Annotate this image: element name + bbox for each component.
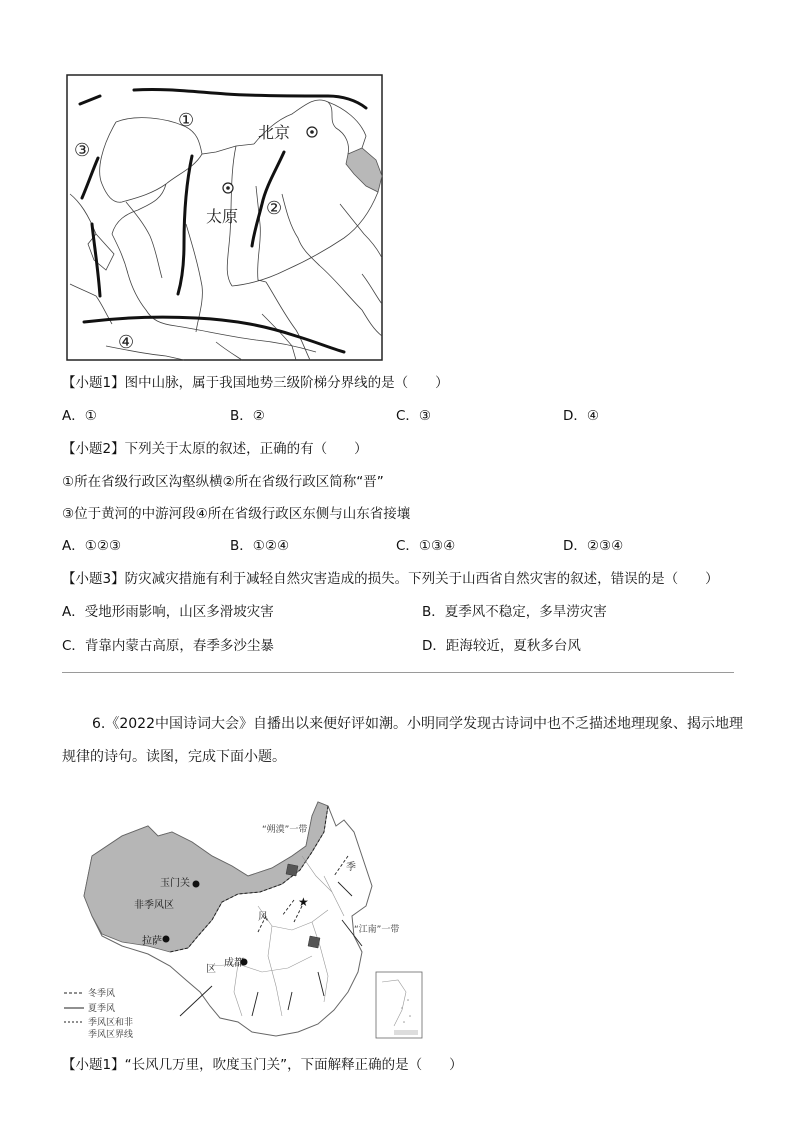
legend-boundary-2: 季风区界线 — [88, 1030, 134, 1040]
legend-winter: 冬季风 — [88, 989, 116, 999]
q2-line2: ③位于黄河的中游河段④所在省级行政区东侧与山东省接壤 — [62, 506, 411, 522]
qu-label: 区 — [206, 964, 216, 975]
yumenguan-label: 玉门关 — [160, 878, 190, 889]
q2-option-a[interactable]: A．①②③ — [62, 538, 122, 554]
q6-intro-line1: 6.《2022中国诗词大会》自播出以来便好评如潮。小明同学发现古诗词中也不乏描述地理现象、揭示地理 — [92, 716, 743, 732]
chengdu-label: 成都 — [224, 958, 244, 969]
q1-stem: 【小题1】图中山脉，属于我国地势三级阶梯分界线的是（ ） — [62, 375, 449, 391]
q2-option-d[interactable]: D．②③④ — [563, 538, 624, 554]
mountain-1-label: ① — [178, 110, 195, 131]
q1-option-a[interactable]: A．① — [62, 408, 97, 424]
shuohu-label: “朔漠”一带 — [262, 825, 308, 835]
q3-option-b[interactable]: B．夏季风不稳定，多旱涝灾害 — [422, 604, 607, 620]
q6-sub1-stem: 【小题1】“长风几万里，吹度玉门关”，下面解释正确的是（ ） — [62, 1057, 463, 1073]
q2-stem: 【小题2】下列关于太原的叙述，正确的有（ ） — [62, 441, 368, 457]
legend-boundary-1: 季风区和非 — [88, 1018, 134, 1028]
ji-label: 季 — [346, 862, 356, 873]
feng-label: 风 — [258, 912, 268, 923]
svg-text:★: ★ — [298, 895, 309, 909]
taiyuan-label: 太原 — [206, 207, 239, 226]
q2-option-b[interactable]: B．①②④ — [230, 538, 290, 554]
legend-summer: 夏季风 — [88, 1004, 116, 1014]
q3-option-c[interactable]: C．背靠内蒙古高原，春季多沙尘暴 — [62, 638, 274, 654]
lasa-marker — [163, 936, 170, 943]
q1-option-b[interactable]: B．② — [230, 408, 265, 424]
mountain-4-label: ④ — [118, 332, 135, 353]
q1-option-c[interactable]: C．③ — [396, 408, 432, 424]
lasa-label: 拉萨 — [142, 936, 162, 947]
q3-option-a[interactable]: A．受地形雨影响，山区多滑坡灾害 — [62, 604, 274, 620]
q6-intro-line2: 规律的诗句。读图，完成下面小题。 — [62, 749, 286, 765]
q1-option-d[interactable]: D．④ — [563, 408, 599, 424]
q2-option-c[interactable]: C．①③④ — [396, 538, 456, 554]
jiangnan-label: “江南”一带 — [354, 925, 400, 935]
china-monsoon-map — [62, 796, 442, 1046]
shanxi-map — [66, 74, 384, 362]
q3-option-d[interactable]: D．距海较近，夏秋多台风 — [422, 638, 581, 654]
nonmonsoon-label: 非季风区 — [134, 900, 174, 911]
section-divider — [62, 672, 734, 673]
mountain-3-label: ③ — [74, 140, 91, 161]
mountain-2-label: ② — [266, 198, 283, 219]
q2-line1: ①所在省级行政区沟壑纵横②所在省级行政区简称“晋” — [62, 474, 384, 490]
map2-legend — [64, 987, 133, 1040]
q3-stem: 【小题3】防灾减灾措施有利于减轻自然灾害造成的损失。下列关于山西省自然灾害的叙述，错误的是（ ） — [62, 571, 719, 587]
yumenguan-marker — [193, 881, 200, 888]
beijing-label: 北京 — [258, 123, 291, 142]
